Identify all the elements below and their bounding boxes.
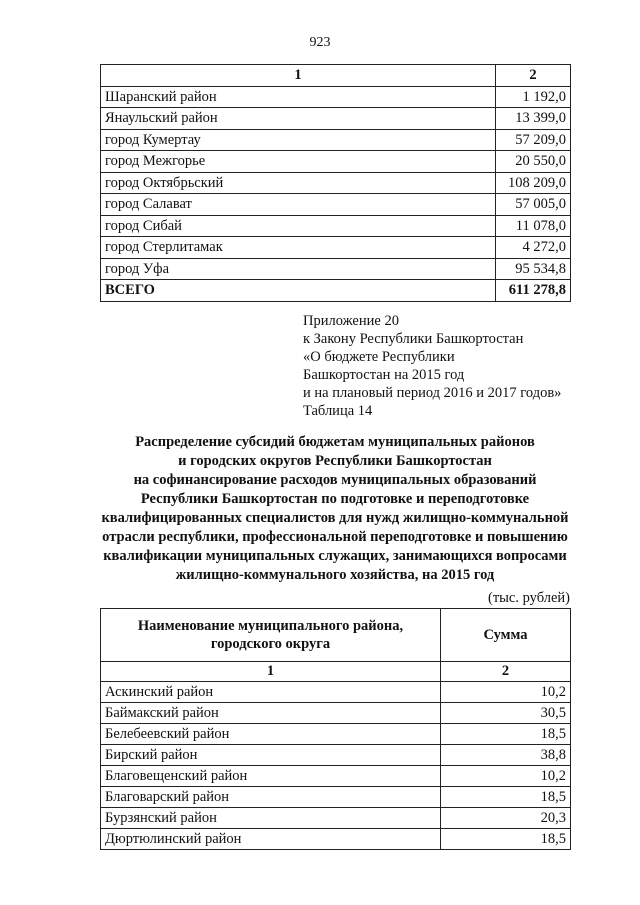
amount: 57 209,0 (496, 129, 571, 151)
subsidy-allocation-table (100, 608, 571, 850)
amount: 10,2 (441, 766, 571, 787)
title-line: квалификации муниципальных служащих, занимающихся вопросами (103, 548, 567, 564)
table-row (101, 258, 571, 280)
municipality-name: Благоварский район (101, 787, 441, 808)
table-row (101, 787, 571, 808)
total-row (101, 280, 571, 302)
amount: 1 192,0 (496, 86, 571, 108)
title-line: жилищно-коммунального хозяйства, на 2015 год (175, 567, 495, 583)
table-header-row (101, 65, 571, 87)
table-row (101, 108, 571, 130)
municipality-name: Баймакский район (101, 703, 441, 724)
appendix-line: Таблица 14 (303, 403, 373, 419)
municipality-name: Белебеевский район (101, 724, 441, 745)
title-line: на софинансирование расходов муниципальных образований (133, 472, 537, 488)
table-row (101, 682, 571, 703)
title-line: и городских округов Республики Башкортостан (178, 453, 492, 469)
table-row (101, 724, 571, 745)
municipality-name: город Межгорье (101, 151, 496, 173)
title-line: Распределение субсидий бюджетам муниципальных районов (135, 434, 535, 450)
amount: 95 534,8 (496, 258, 571, 280)
total-amount: 611 278,8 (496, 280, 571, 302)
title-line: квалифицированных специалистов для нужд жилищно-коммунальной (101, 510, 569, 526)
amount: 30,5 (441, 703, 571, 724)
column-numbers-row (101, 662, 571, 682)
appendix-reference (303, 312, 561, 420)
amount: 57 005,0 (496, 194, 571, 216)
column-number-1: 1 (101, 65, 496, 87)
amount: 13 399,0 (496, 108, 571, 130)
amount: 11 078,0 (496, 215, 571, 237)
table-header-row (101, 609, 571, 662)
amount: 10,2 (441, 682, 571, 703)
amount: 18,5 (441, 724, 571, 745)
municipality-name: Бирский район (101, 745, 441, 766)
column-number-2: 2 (496, 65, 571, 87)
amount: 18,5 (441, 829, 571, 850)
municipality-name: Шаранский район (101, 86, 496, 108)
table-row (101, 215, 571, 237)
table-row (101, 766, 571, 787)
amount: 20,3 (441, 808, 571, 829)
title-line: отрасли республики, профессиональной переподготовке и повышению (102, 529, 568, 545)
table-row (101, 745, 571, 766)
appendix-line: и на плановый период 2016 и 2017 годов» (303, 385, 562, 401)
appendix-line: к Закону Республики Башкортостан (303, 331, 524, 347)
header-municipality: Наименование муниципального района, городского округа (101, 609, 441, 662)
table-row (101, 86, 571, 108)
amount: 108 209,0 (496, 172, 571, 194)
amount: 20 550,0 (496, 151, 571, 173)
table-row (101, 151, 571, 173)
appendix-line: Башкортостан на 2015 год (303, 367, 465, 383)
municipality-name: город Стерлитамак (101, 237, 496, 259)
total-label: ВСЕГО (101, 280, 496, 302)
table-row (101, 194, 571, 216)
table-row (101, 808, 571, 829)
appendix-line: «О бюджете Республики (303, 349, 455, 365)
table-title (100, 433, 570, 585)
appendix-line: Приложение 20 (303, 313, 399, 329)
amount: 4 272,0 (496, 237, 571, 259)
page-number: 923 (309, 35, 331, 50)
municipality-name: город Уфа (101, 258, 496, 280)
amount: 18,5 (441, 787, 571, 808)
table-row (101, 237, 571, 259)
municipality-name: город Салават (101, 194, 496, 216)
municipality-name: Аскинский район (101, 682, 441, 703)
column-number-1: 1 (101, 662, 441, 682)
title-line: Республики Башкортостан по подготовке и переподготовке (140, 491, 530, 507)
continued-allocation-table (100, 64, 571, 302)
table-row (101, 129, 571, 151)
table-row (101, 703, 571, 724)
municipality-name: Дюртюлинский район (101, 829, 441, 850)
table-row (101, 172, 571, 194)
unit-label: (тыс. рублей) (488, 590, 570, 606)
municipality-name: город Октябрьский (101, 172, 496, 194)
municipality-name: город Сибай (101, 215, 496, 237)
municipality-name: город Кумертау (101, 129, 496, 151)
header-sum: Сумма (441, 609, 571, 662)
amount: 38,8 (441, 745, 571, 766)
municipality-name: Благовещенский район (101, 766, 441, 787)
table-row (101, 829, 571, 850)
municipality-name: Бурзянский район (101, 808, 441, 829)
municipality-name: Янаульский район (101, 108, 496, 130)
column-number-2: 2 (441, 662, 571, 682)
